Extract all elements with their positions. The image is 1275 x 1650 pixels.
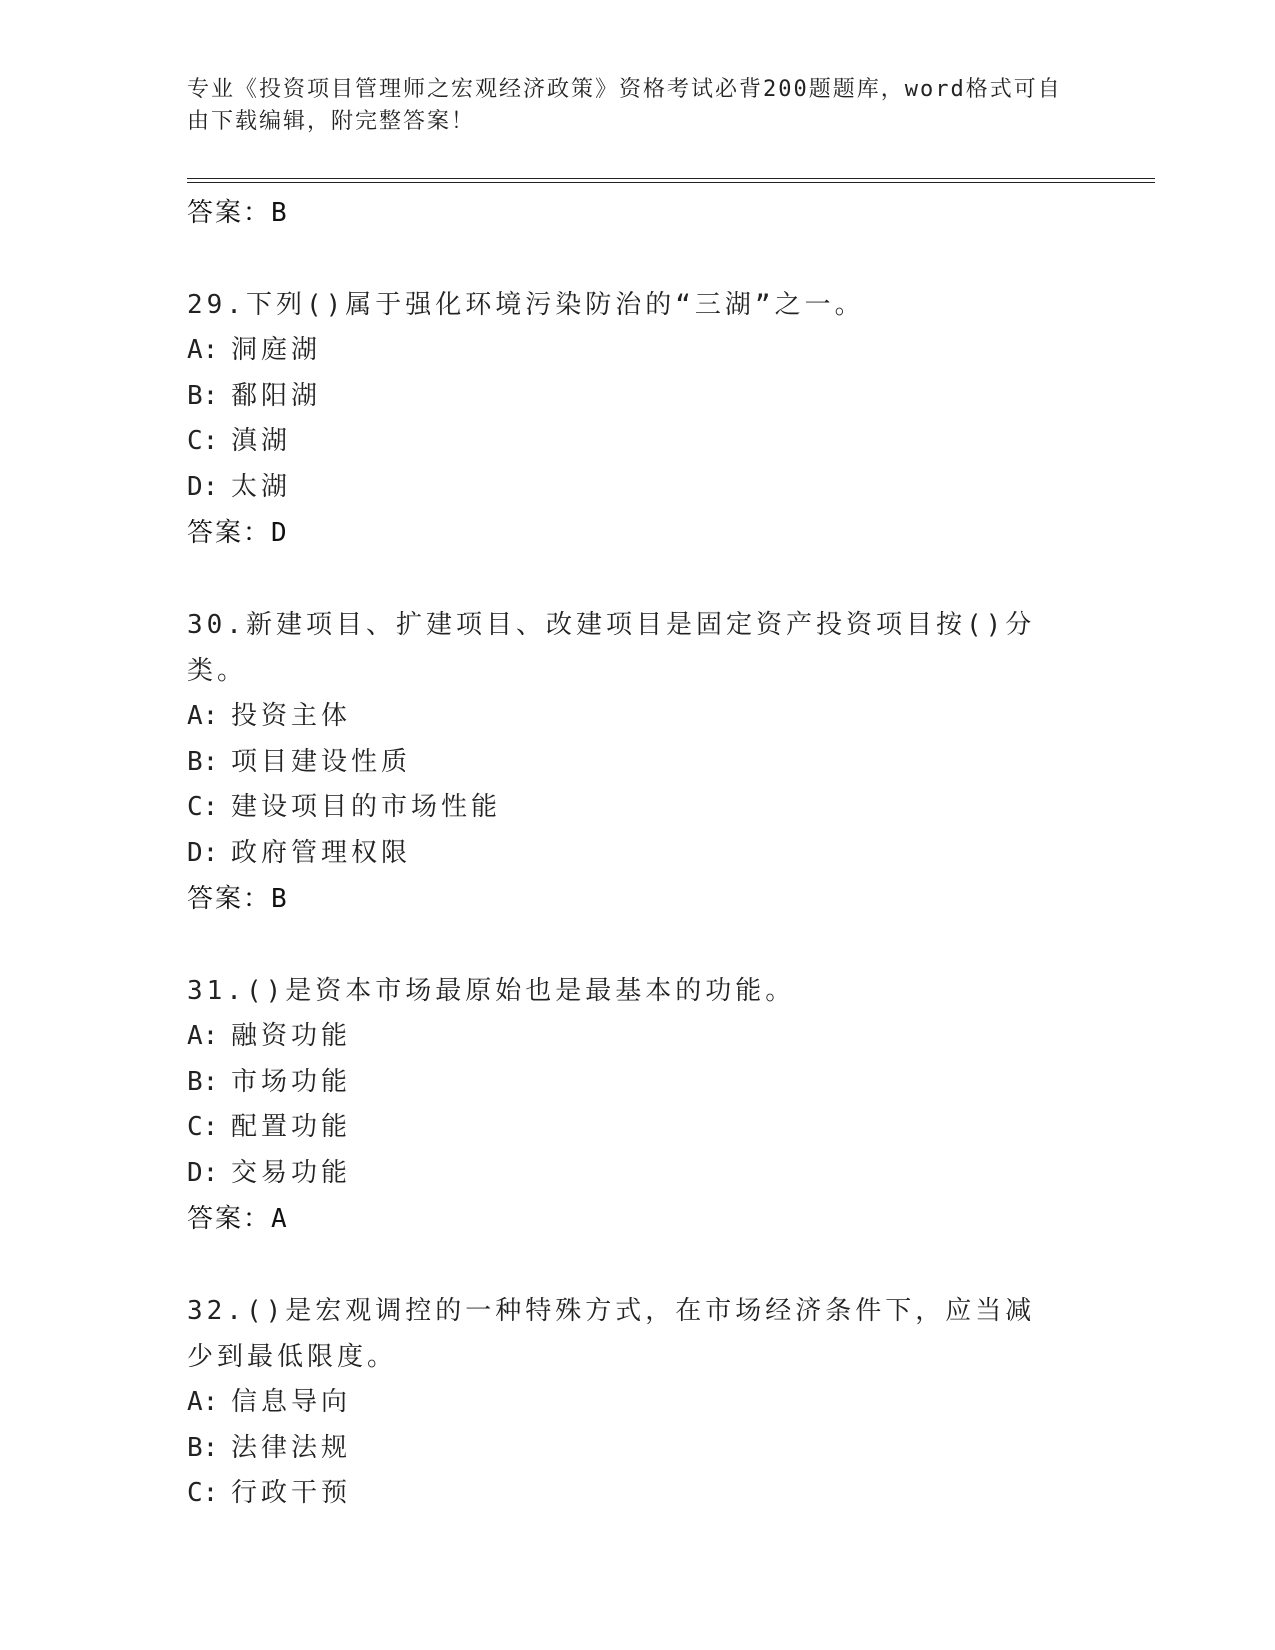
question-text: 32.()是宏观调控的一种特殊方式，在市场经济条件下，应当减少到最低限度。: [187, 1296, 1036, 1372]
option-a: A: 融资功能: [187, 1021, 352, 1051]
header-rule-top: [187, 178, 1155, 179]
document-header: 专业《投资项目管理师之宏观经济政策》资格考试必背200题题库，word格式可自由下载编辑，附完整答案！: [187, 77, 1062, 134]
answer-value: B: [271, 198, 289, 228]
question-list: [187, 190, 1087, 1517]
answer-line: 答案：D: [187, 518, 289, 548]
answer-label: 答案：: [187, 198, 272, 228]
option-b: B: 法律法规: [187, 1432, 352, 1463]
option-a: A: 投资主体: [187, 701, 352, 731]
option-c: C: 行政干预: [187, 1478, 352, 1508]
option-c: C: 配置功能: [187, 1112, 352, 1142]
option-c: C: 滇湖: [187, 426, 292, 456]
header-rule-bottom: [187, 182, 1155, 183]
question-text: 29.下列()属于强化环境污染防治的“三湖”之一。: [187, 290, 865, 320]
option-b: B: 项目建设性质: [187, 746, 412, 777]
option-a: A: 信息导向: [187, 1387, 352, 1417]
option-d: D: 太湖: [187, 471, 292, 502]
option-b: B: 鄱阳湖: [187, 380, 322, 411]
option-b: B: 市场功能: [187, 1066, 352, 1097]
option-d: D: 交易功能: [187, 1157, 352, 1188]
option-a: A: 洞庭湖: [187, 335, 322, 365]
option-c: C: 建设项目的市场性能: [187, 792, 502, 822]
answer-line: 答案：B: [187, 884, 289, 914]
question-text: 30.新建项目、扩建项目、改建项目是固定资产投资项目按()分类。: [187, 610, 1036, 686]
question-text: 31.()是资本市场最原始也是最基本的功能。: [187, 976, 796, 1006]
option-d: D: 政府管理权限: [187, 837, 412, 868]
answer-line: [187, 190, 1087, 236]
answer-line: 答案：A: [187, 1204, 289, 1234]
